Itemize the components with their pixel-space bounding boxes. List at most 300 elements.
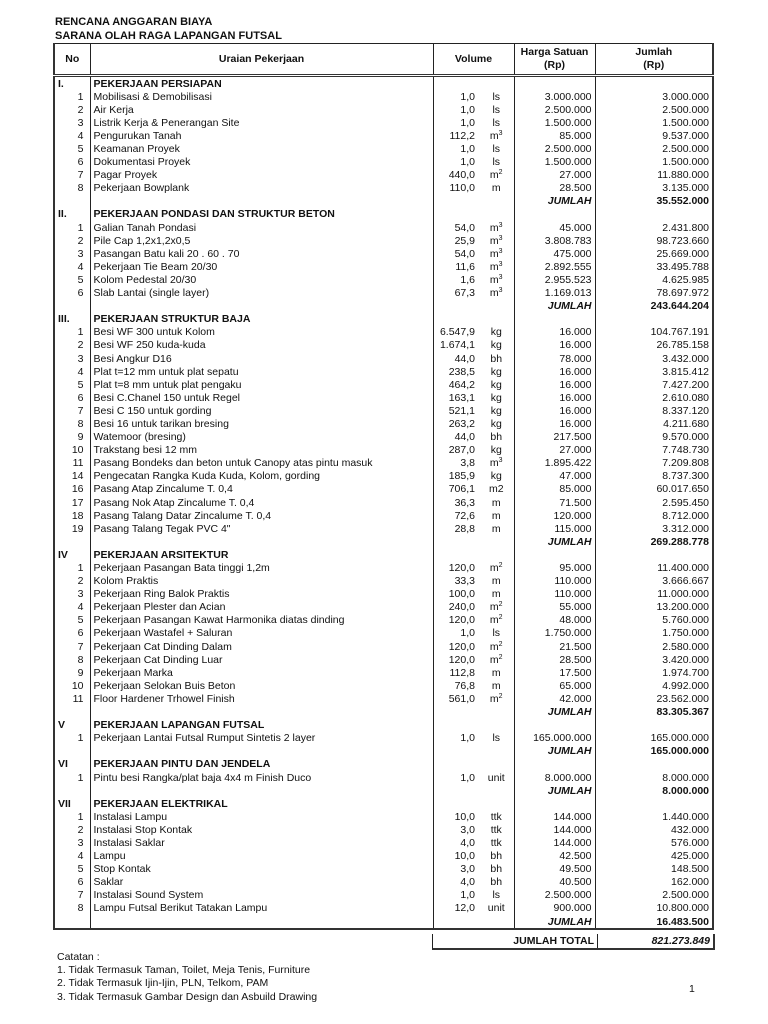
item-unit: ttk (479, 810, 514, 823)
item-description: Pekerjaan Pasangan Bata tinggi 1,2m (90, 561, 433, 574)
table-row (54, 509, 713, 522)
table-row (54, 522, 713, 535)
item-description: Pekerjaan Bowplank (90, 182, 433, 195)
section-number: V (54, 719, 90, 732)
item-total: 2.595.450 (595, 496, 713, 509)
item-unit-price: 27.000 (514, 169, 595, 182)
subtotal-label: JUMLAH (514, 195, 595, 208)
item-number: 18 (54, 509, 90, 522)
item-unit: ttk (479, 823, 514, 836)
item-unit: $m^3$ (479, 287, 514, 300)
item-unit-price: 55.000 (514, 601, 595, 614)
item-volume: 76,8 (433, 679, 479, 692)
table-row (54, 771, 713, 784)
item-description: Trakstang besi 12 mm (90, 444, 433, 457)
item-description: Stop Kontak (90, 863, 433, 876)
item-unit: bh (479, 863, 514, 876)
item-volume: 72,6 (433, 509, 479, 522)
item-volume: 36,3 (433, 496, 479, 509)
item-unit: m (479, 575, 514, 588)
item-volume: 1.674,1 (433, 339, 479, 352)
table-row (54, 614, 713, 627)
item-unit: m (479, 522, 514, 535)
item-unit: ls (479, 732, 514, 745)
item-description: Mobilisasi & Demobilisasi (90, 90, 433, 103)
item-unit: bh (479, 850, 514, 863)
item-number: 10 (54, 444, 90, 457)
table-row (54, 90, 713, 103)
empty-cell (479, 784, 514, 797)
item-description: Instalasi Lampu (90, 810, 433, 823)
empty-cell (433, 195, 479, 208)
item-description: Besi C 150 untuk gording (90, 404, 433, 417)
empty-cell (433, 719, 479, 732)
empty-cell (595, 548, 713, 561)
empty-cell (479, 706, 514, 719)
item-volume: 12,0 (433, 902, 479, 915)
item-number: 2 (54, 575, 90, 588)
item-number: 3 (54, 247, 90, 260)
empty-cell (90, 300, 433, 313)
subtotal-value: 83.305.367 (595, 706, 713, 719)
section-header-row (54, 208, 713, 221)
item-unit: $m^2$ (479, 653, 514, 666)
item-number: 11 (54, 692, 90, 705)
item-total: 9.570.000 (595, 431, 713, 444)
item-unit: kg (479, 417, 514, 430)
item-number: 3 (54, 836, 90, 849)
item-description: Pekerjaan Plester dan Acian (90, 601, 433, 614)
item-unit: unit (479, 902, 514, 915)
empty-cell (433, 706, 479, 719)
table-row (54, 287, 713, 300)
item-description: Pekerjaan Cat Dinding Dalam (90, 640, 433, 653)
header-jumlah-label: Jumlah (635, 46, 673, 58)
item-unit-price: 21.500 (514, 640, 595, 653)
item-volume: 440,0 (433, 169, 479, 182)
item-total: 4.625.985 (595, 273, 713, 286)
item-number: 8 (54, 653, 90, 666)
section-header-row (54, 719, 713, 732)
item-total: 10.800.000 (595, 902, 713, 915)
item-description: Slab Lantai (single layer) (90, 287, 433, 300)
item-number: 1 (54, 221, 90, 234)
item-description: Pekerjaan Lantai Futsal Rumput Sintetis 2 layer (90, 732, 433, 745)
notes (57, 951, 317, 1004)
item-volume: 263,2 (433, 417, 479, 430)
item-description: Pengurukan Tanah (90, 129, 433, 142)
item-unit-price: 45.000 (514, 221, 595, 234)
header-jumlah-unit: (Rp) (643, 59, 665, 71)
item-unit-price: 8.000.000 (514, 771, 595, 784)
item-volume: 185,9 (433, 470, 479, 483)
item-volume: 25,9 (433, 234, 479, 247)
item-volume: 33,3 (433, 575, 479, 588)
empty-cell (479, 719, 514, 732)
item-unit-price: 95.000 (514, 561, 595, 574)
empty-cell (433, 208, 479, 221)
item-total: 3.312.000 (595, 522, 713, 535)
empty-cell (54, 745, 90, 758)
table-row (54, 627, 713, 640)
table-row (54, 221, 713, 234)
item-number: 6 (54, 156, 90, 169)
item-unit-price: 85.000 (514, 129, 595, 142)
item-description: Watemoor (bresing) (90, 431, 433, 444)
item-unit-price: 42.000 (514, 692, 595, 705)
item-total: 4.992.000 (595, 679, 713, 692)
item-unit: $m^3$ (479, 457, 514, 470)
item-unit: $m^3$ (479, 129, 514, 142)
item-volume: 1,0 (433, 142, 479, 155)
item-description: Plat t=8 mm untuk plat pengaku (90, 378, 433, 391)
item-volume: 44,0 (433, 431, 479, 444)
item-description: Instalasi Sound System (90, 889, 433, 902)
subtotal-value: 165.000.000 (595, 745, 713, 758)
note-item: 1. Tidak Termasuk Taman, Toilet, Meja Tenis, Furniture (57, 964, 311, 977)
table-row (54, 169, 713, 182)
item-volume: 11,6 (433, 260, 479, 273)
table-row (54, 260, 713, 273)
item-volume: 3,8 (433, 457, 479, 470)
item-unit-price: 16.000 (514, 365, 595, 378)
item-total: 23.562.000 (595, 692, 713, 705)
table-row (54, 601, 713, 614)
item-description: Besi C.Chanel 150 untuk Regel (90, 391, 433, 404)
empty-cell (514, 719, 595, 732)
empty-cell (479, 535, 514, 548)
empty-cell (433, 548, 479, 561)
header-harga-label: Harga Satuan (520, 46, 589, 58)
table-row (54, 666, 713, 679)
table-row (54, 247, 713, 260)
item-description: Kolom Pedestal 20/30 (90, 273, 433, 286)
item-unit-price: 40.500 (514, 876, 595, 889)
section-header-row (54, 548, 713, 561)
item-volume: 238,5 (433, 365, 479, 378)
item-unit: unit (479, 771, 514, 784)
section-title: PEKERJAAN PERSIAPAN (90, 76, 433, 91)
item-number: 7 (54, 889, 90, 902)
item-volume: 1,6 (433, 273, 479, 286)
item-unit-price: 2.500.000 (514, 103, 595, 116)
item-total: 8.337.120 (595, 404, 713, 417)
item-description: Pekerjaan Pasangan Kawat Harmonika diatas dinding (90, 614, 433, 627)
unit-exponent: 3 (498, 457, 503, 465)
item-unit-price: 49.500 (514, 863, 595, 876)
item-unit: bh (479, 352, 514, 365)
item-description: Pasang Talang Tegak PVC 4" (90, 522, 433, 535)
empty-cell (595, 719, 713, 732)
empty-cell (90, 706, 433, 719)
table-row (54, 902, 713, 915)
empty-cell (479, 195, 514, 208)
item-description: Kolom Praktis (90, 575, 433, 588)
item-volume: 3,0 (433, 823, 479, 836)
table-header-row (54, 44, 713, 76)
item-number: 14 (54, 470, 90, 483)
item-number: 6 (54, 876, 90, 889)
table-row (54, 640, 713, 653)
item-unit-price: 27.000 (514, 444, 595, 457)
item-volume: 163,1 (433, 391, 479, 404)
item-unit: $m^3$ (479, 247, 514, 260)
item-unit: m (479, 496, 514, 509)
unit-exponent: 3 (498, 247, 503, 255)
item-total: 78.697.972 (595, 287, 713, 300)
subtotal-label: JUMLAH (514, 300, 595, 313)
item-description: Keamanan Proyek (90, 142, 433, 155)
item-unit-price: 2.955.523 (514, 273, 595, 286)
item-volume: 110,0 (433, 182, 479, 195)
item-unit-price: 16.000 (514, 391, 595, 404)
item-unit-price: 1.169.013 (514, 287, 595, 300)
item-unit-price: 28.500 (514, 182, 595, 195)
item-unit-price: 47.000 (514, 470, 595, 483)
empty-cell (433, 915, 479, 929)
item-number: 10 (54, 679, 90, 692)
empty-cell (54, 915, 90, 929)
item-unit-price: 85.000 (514, 483, 595, 496)
item-unit: $m^3$ (479, 273, 514, 286)
subtotal-value: 16.483.500 (595, 915, 713, 929)
table-row (54, 653, 713, 666)
unit-exponent: 2 (498, 169, 503, 177)
empty-cell (54, 784, 90, 797)
item-total: 4.211.680 (595, 417, 713, 430)
item-number: 4 (54, 850, 90, 863)
item-number: 6 (54, 391, 90, 404)
item-total: 33.495.788 (595, 260, 713, 273)
header-no: No (54, 44, 90, 76)
item-description: Pekerjaan Tie Beam 20/30 (90, 260, 433, 273)
item-volume: 1,0 (433, 771, 479, 784)
item-description: Plat t=12 mm untuk plat sepatu (90, 365, 433, 378)
item-unit: ls (479, 627, 514, 640)
item-unit: ls (479, 142, 514, 155)
unit-exponent: 2 (498, 640, 503, 648)
item-total: 26.785.158 (595, 339, 713, 352)
item-unit-price: 78.000 (514, 352, 595, 365)
item-volume: 4,0 (433, 876, 479, 889)
table-row (54, 103, 713, 116)
item-volume: 1,0 (433, 103, 479, 116)
item-unit-price: 1.895.422 (514, 457, 595, 470)
item-total: 2.500.000 (595, 142, 713, 155)
section-number: VII (54, 797, 90, 810)
item-unit-price: 144.000 (514, 810, 595, 823)
empty-cell (514, 797, 595, 810)
item-number: 2 (54, 823, 90, 836)
section-title: PEKERJAAN ELEKTRIKAL (90, 797, 433, 810)
item-number: 19 (54, 522, 90, 535)
item-total: 1.974.700 (595, 666, 713, 679)
item-total: 432.000 (595, 823, 713, 836)
empty-cell (54, 195, 90, 208)
empty-cell (433, 76, 479, 91)
table-row (54, 483, 713, 496)
empty-cell (433, 535, 479, 548)
item-total: 165.000.000 (595, 732, 713, 745)
empty-cell (479, 300, 514, 313)
item-number: 1 (54, 561, 90, 574)
empty-cell (433, 300, 479, 313)
item-unit: $m^3$ (479, 234, 514, 247)
item-volume: 54,0 (433, 247, 479, 260)
item-volume: 240,0 (433, 601, 479, 614)
table-row (54, 391, 713, 404)
header-harga-satuan (514, 44, 595, 76)
item-unit-price: 1.500.000 (514, 116, 595, 129)
subtotal-row (54, 300, 713, 313)
table-row (54, 863, 713, 876)
item-number: 4 (54, 365, 90, 378)
item-total: 60.017.650 (595, 483, 713, 496)
item-number: 8 (54, 902, 90, 915)
item-volume: 1,0 (433, 889, 479, 902)
item-unit-price: 16.000 (514, 378, 595, 391)
empty-cell (433, 758, 479, 771)
table-row (54, 431, 713, 444)
item-volume: 112,8 (433, 666, 479, 679)
table-row (54, 182, 713, 195)
unit-exponent: 2 (498, 601, 503, 609)
notes-heading: Catatan : (57, 951, 100, 963)
table-row (54, 365, 713, 378)
item-unit: kg (479, 470, 514, 483)
subtotal-value: 243.644.204 (595, 300, 713, 313)
item-volume: 521,1 (433, 404, 479, 417)
item-number: 5 (54, 273, 90, 286)
table-row (54, 692, 713, 705)
item-total: 2.580.000 (595, 640, 713, 653)
item-number: 1 (54, 732, 90, 745)
section-number: IV (54, 548, 90, 561)
item-number: 4 (54, 601, 90, 614)
item-unit: m (479, 588, 514, 601)
note-item: 2. Tidak Termasuk Ijin-Ijin, PLN, Telkom, PAM (57, 977, 269, 990)
item-total: 425.000 (595, 850, 713, 863)
item-unit-price: 16.000 (514, 339, 595, 352)
item-total: 3.135.000 (595, 182, 713, 195)
item-total: 3.420.000 (595, 653, 713, 666)
unit-exponent: 3 (498, 129, 503, 137)
item-description: Pile Cap 1,2x1,2x0,5 (90, 234, 433, 247)
item-unit-price: 28.500 (514, 653, 595, 666)
item-description: Pasang Nok Atap Zincalume T. 0,4 (90, 496, 433, 509)
item-total: 8.712.000 (595, 509, 713, 522)
item-volume: 120,0 (433, 640, 479, 653)
item-description: Instalasi Stop Kontak (90, 823, 433, 836)
item-volume: 1,0 (433, 116, 479, 129)
document-title: RENCANA ANGGARAN BIAYA (55, 16, 213, 28)
item-description: Pekerjaan Selokan Buis Beton (90, 679, 433, 692)
item-number: 3 (54, 352, 90, 365)
item-unit: ls (479, 889, 514, 902)
item-volume: 120,0 (433, 653, 479, 666)
empty-cell (90, 195, 433, 208)
section-header-row (54, 313, 713, 326)
item-description: Besi 16 untuk tarikan bresing (90, 417, 433, 430)
item-total: 162.000 (595, 876, 713, 889)
item-number: 2 (54, 339, 90, 352)
item-number: 1 (54, 90, 90, 103)
item-total: 3.432.000 (595, 352, 713, 365)
item-total: 1.750.000 (595, 627, 713, 640)
unit-exponent: 3 (498, 260, 503, 268)
item-description: Pagar Proyek (90, 169, 433, 182)
item-volume: 561,0 (433, 692, 479, 705)
item-unit-price: 120.000 (514, 509, 595, 522)
item-number: 7 (54, 640, 90, 653)
subtotal-label: JUMLAH (514, 535, 595, 548)
item-unit-price: 165.000.000 (514, 732, 595, 745)
section-header-row (54, 758, 713, 771)
item-unit-price: 2.500.000 (514, 142, 595, 155)
item-total: 1.440.000 (595, 810, 713, 823)
note-item: 3. Tidak Termasuk Gambar Design dan Asbuild Drawing (57, 990, 318, 1003)
item-unit: $m^2$ (479, 640, 514, 653)
section-number: II. (54, 208, 90, 221)
item-number: 7 (54, 404, 90, 417)
grand-total-value: 821.273.849 (651, 935, 710, 947)
item-unit: kg (479, 444, 514, 457)
item-total: 11.000.000 (595, 588, 713, 601)
table-row (54, 326, 713, 339)
empty-cell (90, 915, 433, 929)
item-description: Lampu (90, 850, 433, 863)
table-row (54, 850, 713, 863)
item-unit: $m^3$ (479, 260, 514, 273)
item-total: 2.431.800 (595, 221, 713, 234)
item-total: 9.537.000 (595, 129, 713, 142)
item-unit: $m^2$ (479, 169, 514, 182)
item-total: 2.610.080 (595, 391, 713, 404)
budget-table (53, 43, 714, 930)
table-row (54, 417, 713, 430)
header-jumlah (595, 44, 713, 76)
table-row (54, 378, 713, 391)
empty-cell (479, 76, 514, 91)
section-title: PEKERJAAN PINTU DAN JENDELA (90, 758, 433, 771)
item-number: 8 (54, 182, 90, 195)
table-row (54, 823, 713, 836)
grand-total-label: JUMLAH TOTAL (433, 934, 598, 948)
subtotal-label: JUMLAH (514, 745, 595, 758)
item-number: 3 (54, 116, 90, 129)
item-number: 2 (54, 234, 90, 247)
item-volume: 10,0 (433, 850, 479, 863)
empty-cell (595, 313, 713, 326)
table-row (54, 889, 713, 902)
item-volume: 464,2 (433, 378, 479, 391)
item-unit-price: 2.500.000 (514, 889, 595, 902)
table-row (54, 457, 713, 470)
item-total: 11.400.000 (595, 561, 713, 574)
item-unit-price: 16.000 (514, 404, 595, 417)
item-description: Saklar (90, 876, 433, 889)
empty-cell (479, 208, 514, 221)
item-unit-price: 110.000 (514, 588, 595, 601)
item-number: 1 (54, 810, 90, 823)
table-row (54, 561, 713, 574)
item-number: 9 (54, 431, 90, 444)
item-unit: kg (479, 365, 514, 378)
table-row (54, 876, 713, 889)
item-description: Lampu Futsal Berikut Tatakan Lampu (90, 902, 433, 915)
item-total: 3.666.667 (595, 575, 713, 588)
item-total: 11.880.000 (595, 169, 713, 182)
